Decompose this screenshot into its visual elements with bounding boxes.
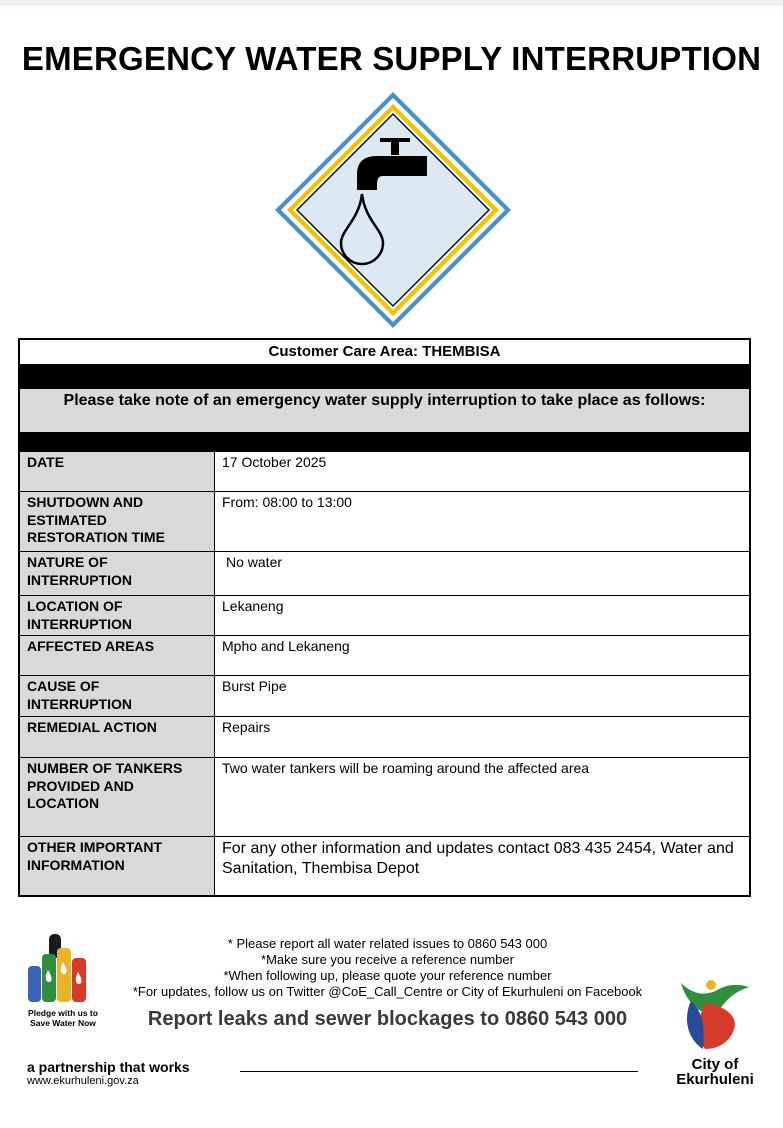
row-value: Lekaneng [215,596,750,636]
row-label: CAUSE OF INTERRUPTION [20,676,215,717]
table-row [20,636,749,676]
pledge-line: Pledge with us to [28,1008,98,1018]
customer-care-area: Customer Care Area: THEMBISA [20,340,749,365]
note-line: *When following up, please quote your reference number [223,968,552,983]
table-row [20,552,749,596]
details-table [20,451,749,895]
table-row [20,492,749,552]
row-value: 17 October 2025 [215,452,750,492]
city-logo-icon [675,975,755,1055]
page-title: EMERGENCY WATER SUPPLY INTERRUPTION [21,40,762,77]
notice-intro: Please take note of an emergency water supply interruption to take place as follows: [20,389,749,432]
footer-divider [240,1071,638,1072]
interruption-notice [18,338,751,897]
table-row [20,596,749,636]
row-label: NATURE OF INTERRUPTION [20,552,215,596]
note-line: * Please report all water related issues to 0860 543 000 [227,936,548,951]
row-label: AFFECTED AREAS [20,636,215,676]
table-row [20,758,749,837]
divider-bar [20,365,749,389]
row-label: REMEDIAL ACTION [20,717,215,758]
warning-diamond-icon [273,90,513,330]
city-name-line: City of [691,1056,739,1073]
row-label: DATE [20,452,215,492]
city-name [660,1057,770,1087]
row-label: LOCATION OF INTERRUPTION [20,596,215,636]
row-label: SHUTDOWN AND ESTIMATED RESTORATION TIME [20,492,215,552]
pledge-line: Save Water Now [30,1018,96,1028]
top-band [0,0,783,6]
table-row [20,717,749,758]
report-line: Report leaks and sewer blockages to 0860 543 000 [147,1008,628,1030]
note-line: *Make sure you receive a reference number [261,952,514,967]
row-value: Mpho and Lekaneng [215,636,750,676]
row-value: Burst Pipe [215,676,750,717]
row-value: No water [215,552,750,596]
row-label: OTHER IMPORTANT INFORMATION [20,837,215,895]
footer-notes [100,936,675,1000]
row-value: Two water tankers will be roaming around the affected area [215,758,750,837]
table-row [20,837,749,895]
city-name-line: Ekurhuleni [676,1071,754,1088]
table-row [20,676,749,717]
divider-bar [20,432,749,451]
partnership-slogan: a partnership that works [27,1059,190,1075]
website-link[interactable]: www.ekurhuleni.gov.za [27,1075,139,1087]
row-value: For any other information and updates contact 083 435 2454, Water and Sanitation, Thembisa Depot [215,837,750,895]
row-value: Repairs [215,717,750,758]
row-value: From: 08:00 to 13:00 [215,492,750,552]
table-row [20,452,749,492]
footer [0,930,783,1128]
note-line: *For updates, follow us on Twitter @CoE_Call_Centre or City of Ekurhuleni on Facebook [132,984,643,999]
row-label: NUMBER OF TANKERS PROVIDED AND LOCATION [20,758,215,837]
